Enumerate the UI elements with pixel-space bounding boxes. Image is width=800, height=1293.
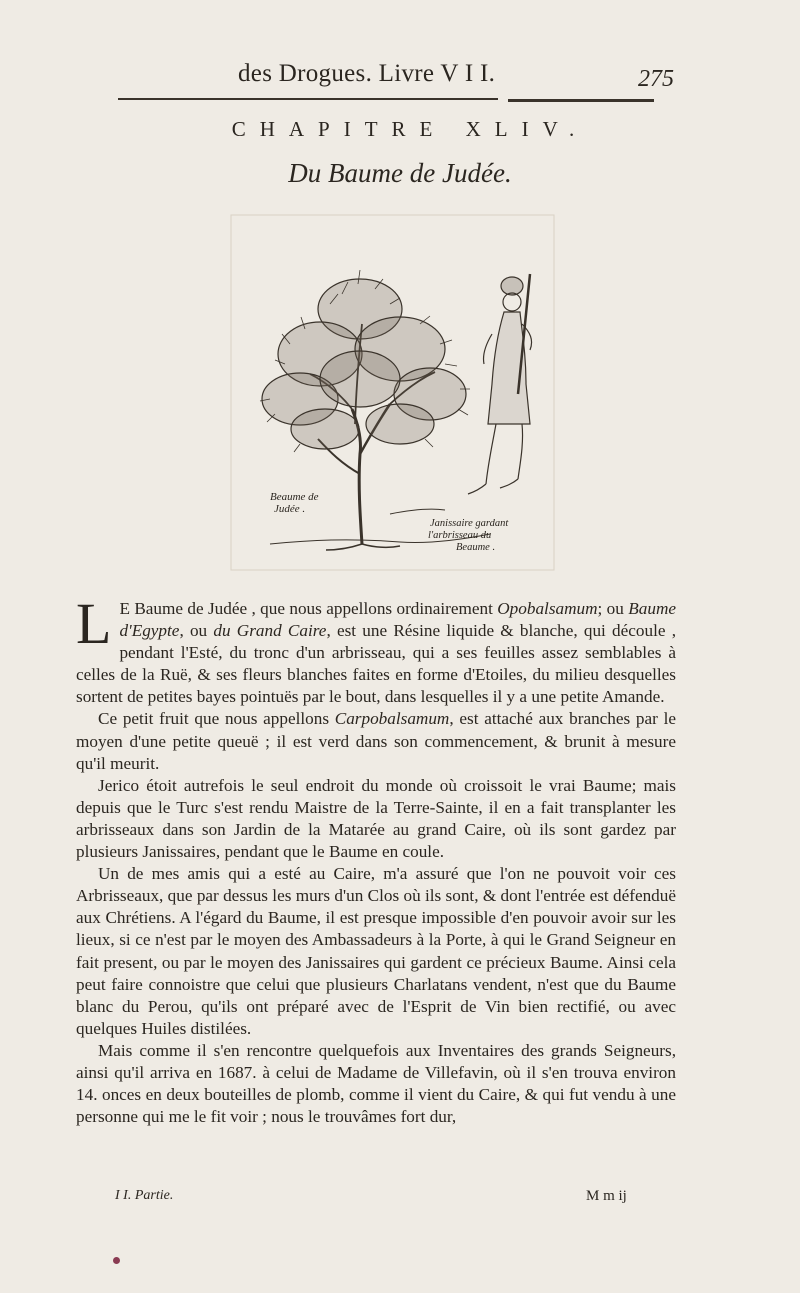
p1-text-g: , est une Résine liquide & blanche, qui découle , pendant l'Esté, du tronc d'un arbrisseau, qui a ses feuilles assez semblables à celles de la Ruë, & ses fleurs blanches faites en forme d'Etoiles, du milieu desquelles sortent de petites bayes pointuës par le bout, dans lesquelles il y a une petite Amande. bbox=[76, 621, 677, 707]
guard-caption-line3: Beaume . bbox=[456, 542, 496, 553]
p1-text-c: ; ou bbox=[597, 599, 629, 618]
running-title: des Drogues. Livre V I I. bbox=[238, 60, 496, 87]
p1-text-a: E Baume de Judée , que nous appellons ordinairement bbox=[119, 599, 498, 618]
paragraph-2 bbox=[76, 708, 676, 774]
tree-caption-line2: Judée . bbox=[274, 503, 306, 515]
guard-caption-line1: Janissaire gardant bbox=[430, 518, 509, 529]
chapter-subtitle: Du Baume de Judée. bbox=[288, 158, 512, 188]
p1-term-opobalsamum: Opobalsamum bbox=[497, 599, 598, 618]
signature-code: M m ij bbox=[586, 1188, 627, 1204]
tree-caption-line1: Beaume de bbox=[270, 491, 319, 503]
p2-text-a: Ce petit fruit que nous appellons bbox=[98, 709, 335, 729]
janissary-figure-drawing bbox=[468, 274, 532, 494]
paragraph-1 bbox=[76, 591, 677, 708]
header-rule-left bbox=[118, 98, 498, 100]
p1-term-baume-egypte: Baume d'Egypte bbox=[119, 599, 676, 641]
paragraph-3: Jerico étoit autrefois le seul endroit du monde où croissoit le vrai Baume; mais depuis que le Turc s'est rendu Maistre de la Terre-Sainte, il en a fait transplanter les arbrisseaux dans son Jardin de la Matarée au grand Caire, où ils sont gardez par plusieurs Janissaires, pendant que le Baume en coule. bbox=[76, 775, 676, 862]
p2-term-carpobalsamum: Carpobalsamum bbox=[334, 709, 450, 729]
paragraph-4: Un de mes amis qui a esté au Caire, m'a assuré que l'on ne pouvoit voir ces Arbrisseaux, que par dessus les murs d'un Clos où ils sont, & dont l'entrée est défenduë aux Chrétiens. A l'égard du Baume, il est presque impossible d'en pouvoir avoir sur les lieux, si ce n'est par le moyen des Ambassadeurs à la Porte, à qui le Grand Seigneur en fait present, ou par le moyen des Janissaires qui gardent ce précieux Baume. Ainsi cela peut faire connoistre que celui que plusieurs Charlatans vendent, n'est que du Baume blanc du Perou, qu'ils ont préparé avec de l'Esprit de Vin bien rectifié, ou avec quelques Huiles distilées. bbox=[76, 864, 676, 1038]
guard-caption bbox=[428, 518, 509, 553]
tree-caption bbox=[270, 491, 319, 515]
body-text bbox=[76, 591, 677, 1128]
running-head bbox=[0, 58, 800, 98]
chapter-heading: CHAPITRE XLIV. bbox=[231, 117, 589, 141]
p2-text-c: , est attaché aux branches par le moyen d'une petite queuë ; il est verd dans son commencement, & brunit à mesure qu'il meurit. bbox=[76, 709, 677, 773]
drop-cap: L bbox=[76, 591, 112, 656]
engraving-illustration bbox=[230, 214, 555, 571]
p1-text-e: , ou bbox=[179, 621, 214, 641]
header-rule-right bbox=[508, 99, 654, 102]
p1-term-grand-caire: du Grand Caire bbox=[213, 621, 327, 641]
paragraph-5: Mais comme il s'en rencontre quelquefois aux Inventaires des grands Seigneurs, ainsi qu'il arriva en 1687. à celui de Madame de Villefavin, où il s'en trouva environ 14. onces en deux bouteilles de plomb, comme il vient du Caire, & qui fut vendu à une personne qui me le fit voir ; nous le trouvâmes fort dur, bbox=[76, 1040, 676, 1127]
page-footer bbox=[0, 1188, 800, 1208]
guard-caption-line2: l'arbrisseau du bbox=[428, 530, 492, 541]
ink-stain bbox=[113, 1257, 120, 1264]
page-number: 275 bbox=[638, 66, 674, 92]
signature-mark: I I. Partie. bbox=[115, 1188, 174, 1203]
